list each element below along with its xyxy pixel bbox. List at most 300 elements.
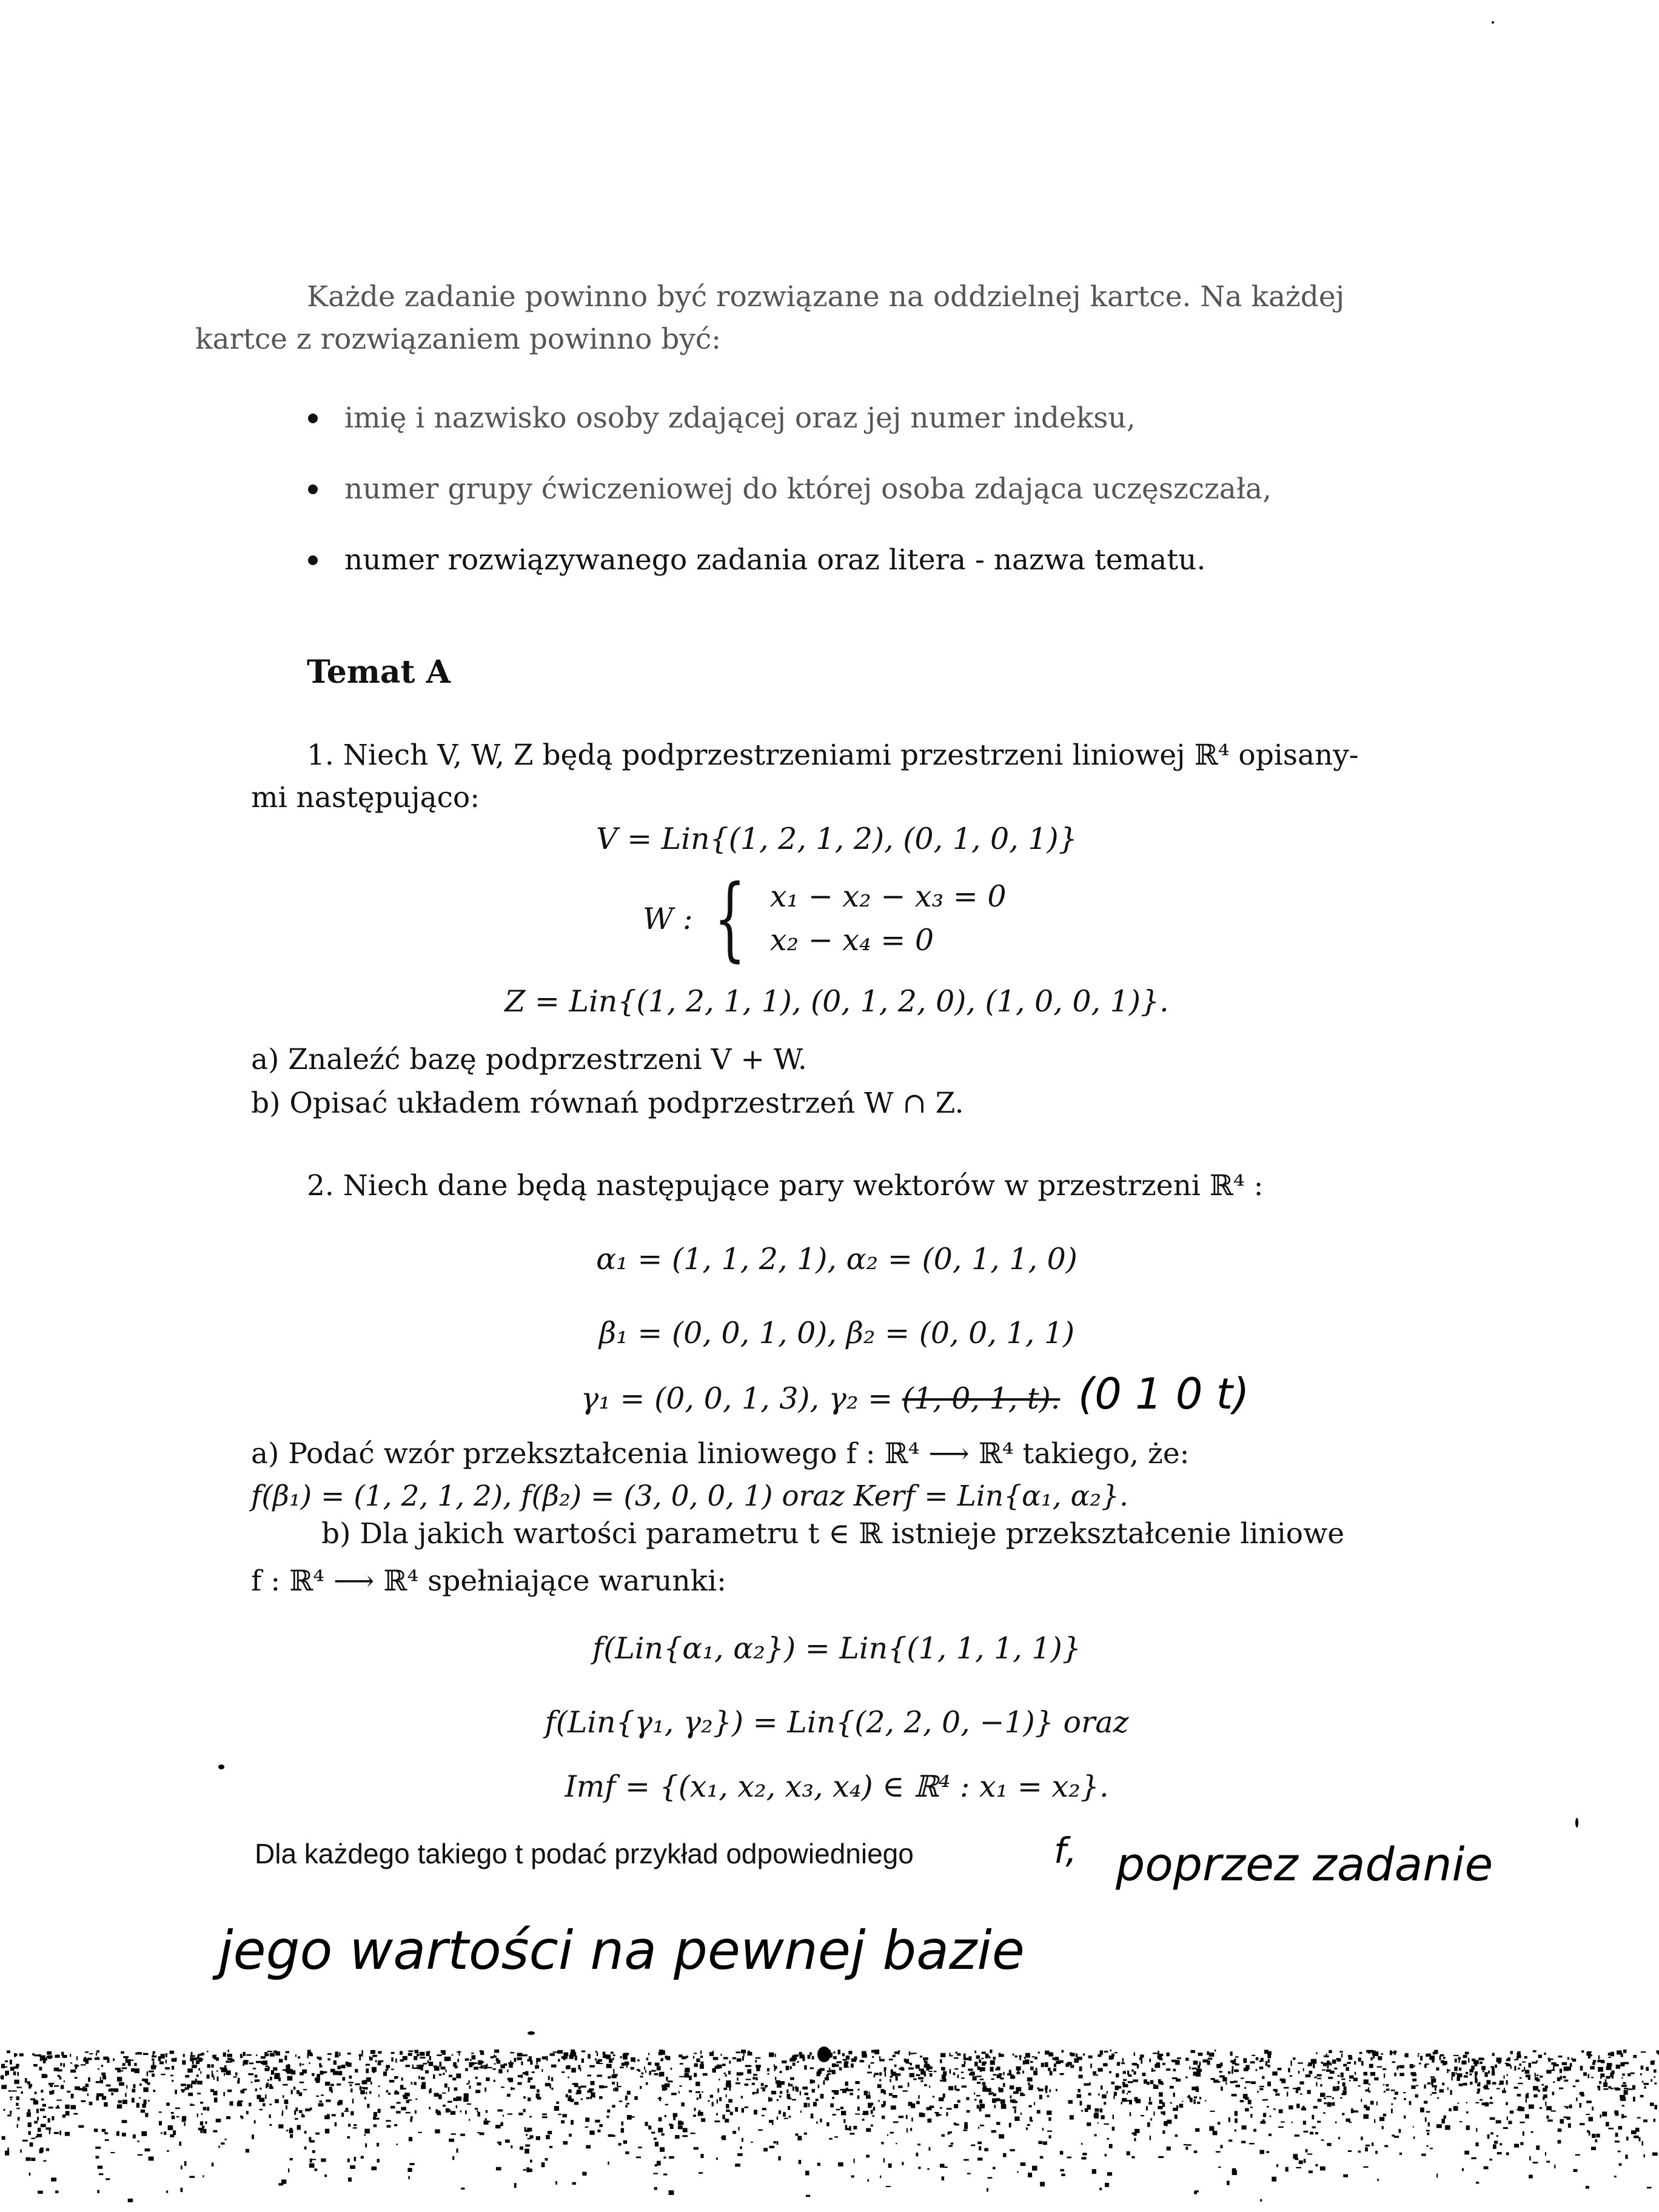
noise-dot <box>974 2099 977 2101</box>
noise-dot <box>695 2082 700 2086</box>
noise-dot <box>1041 2063 1044 2067</box>
noise-dot <box>283 2070 284 2071</box>
noise-dot <box>1608 2086 1611 2088</box>
noise-dot <box>853 2126 857 2130</box>
noise-dot <box>1304 2131 1309 2133</box>
noise-dot <box>1295 2134 1300 2137</box>
noise-dot <box>872 2115 874 2117</box>
noise-dot <box>30 2099 36 2100</box>
noise-dot <box>16 2086 21 2088</box>
noise-dot <box>756 2077 758 2080</box>
noise-dot <box>879 2079 881 2081</box>
noise-dot <box>70 2070 76 2073</box>
noise-dot <box>166 2103 170 2106</box>
noise-dot <box>896 2143 897 2144</box>
noise-dot <box>723 2073 726 2074</box>
noise-dot <box>149 2071 154 2073</box>
noise-dot <box>1525 2114 1529 2119</box>
noise-dot <box>880 2089 884 2093</box>
noise-dot <box>1593 2060 1596 2062</box>
noise-dot <box>41 2090 43 2093</box>
noise-dot <box>509 2064 512 2068</box>
noise-dot <box>800 2111 802 2113</box>
noise-dot <box>202 2126 204 2128</box>
noise-dot <box>1624 2090 1628 2095</box>
noise-dot <box>871 2110 873 2114</box>
noise-dot <box>536 2136 540 2140</box>
noise-dot <box>1189 2099 1190 2100</box>
noise-dot <box>978 2127 979 2128</box>
task1-intro-cont: mi następująco: <box>251 781 480 814</box>
noise-dot <box>1245 2081 1250 2083</box>
noise-dot <box>350 2111 354 2116</box>
noise-dot <box>980 2079 984 2080</box>
noise-dot <box>176 2116 179 2117</box>
scan-speck <box>1575 1818 1578 1828</box>
noise-dot <box>1016 2072 1020 2074</box>
noise-dot <box>134 2068 139 2073</box>
noise-dot <box>1048 2068 1051 2071</box>
noise-dot <box>111 2093 113 2096</box>
noise-dot <box>886 2186 891 2187</box>
noise-dot <box>1575 2080 1579 2082</box>
noise-dot <box>812 2089 815 2093</box>
noise-dot <box>834 2136 838 2137</box>
noise-dot <box>1131 2070 1134 2072</box>
noise-dot <box>1609 2057 1611 2058</box>
noise-dot <box>475 2090 480 2094</box>
noise-dot <box>1329 2063 1332 2066</box>
noise-dot <box>1475 2079 1477 2083</box>
noise-dot <box>185 2075 189 2077</box>
noise-dot <box>752 2092 755 2094</box>
noise-dot <box>947 2112 948 2116</box>
noise-dot <box>469 2085 471 2089</box>
noise-dot <box>2 2136 5 2140</box>
noise-dot <box>421 2077 424 2080</box>
noise-dot <box>227 2058 232 2060</box>
noise-dot <box>1431 2079 1436 2083</box>
noise-dot <box>433 2074 435 2079</box>
task2-condition-1: f(Lin{α₁, α₂}) = Lin{(1, 1, 1, 1)} <box>592 1631 1081 1666</box>
noise-dot <box>1189 2066 1190 2070</box>
noise-dot <box>1222 2077 1227 2082</box>
noise-dot <box>207 2051 209 2052</box>
noise-dot <box>1413 2127 1414 2128</box>
noise-dot <box>659 2097 661 2101</box>
noise-dot <box>1218 2081 1220 2083</box>
noise-dot <box>1403 2092 1406 2093</box>
noise-dot <box>55 2055 59 2058</box>
noise-dot <box>1562 2062 1567 2065</box>
noise-dot <box>1520 2122 1525 2123</box>
noise-dot <box>1166 2068 1170 2071</box>
scan-speck <box>1492 21 1494 24</box>
noise-dot <box>335 2054 338 2057</box>
noise-dot <box>910 2128 912 2131</box>
noise-dot <box>1259 2088 1263 2091</box>
noise-dot <box>525 2127 526 2132</box>
noise-dot <box>1328 2077 1333 2079</box>
noise-dot <box>1065 2063 1069 2067</box>
noise-dot <box>255 2075 258 2078</box>
noise-dot <box>1627 2073 1631 2076</box>
noise-dot <box>1606 2076 1610 2079</box>
noise-dot <box>237 2081 240 2084</box>
noise-dot <box>1600 2114 1601 2117</box>
noise-dot <box>1123 2079 1127 2081</box>
noise-dot <box>1054 2057 1059 2060</box>
noise-dot <box>452 2078 456 2081</box>
noise-dot <box>1101 2115 1105 2119</box>
noise-dot <box>1592 2134 1596 2138</box>
noise-dot <box>1587 2130 1589 2133</box>
noise-dot <box>546 2135 550 2139</box>
noise-dot <box>663 2088 668 2090</box>
noise-dot <box>55 2191 58 2194</box>
noise-dot <box>1575 2154 1580 2156</box>
noise-dot <box>135 2053 136 2054</box>
noise-dot <box>1014 2109 1016 2114</box>
noise-dot <box>187 2084 190 2088</box>
rule-item: imię i nazwisko osoby zdającej oraz jej numer indeksu, <box>303 388 1272 459</box>
noise-dot <box>1638 2137 1640 2142</box>
noise-dot <box>275 2099 279 2103</box>
noise-dot <box>619 2100 622 2102</box>
noise-dot <box>1263 2113 1266 2117</box>
noise-dot <box>1017 2171 1019 2173</box>
noise-dot <box>911 2117 913 2122</box>
noise-dot <box>1420 2108 1424 2113</box>
noise-dot <box>1096 2074 1098 2076</box>
noise-dot <box>142 2079 145 2081</box>
noise-dot <box>1 2085 6 2089</box>
noise-dot <box>836 2109 840 2111</box>
noise-dot <box>309 2062 310 2064</box>
bullet-icon <box>308 414 318 423</box>
noise-dot <box>625 2097 627 2100</box>
noise-dot <box>137 2052 142 2054</box>
noise-dot <box>1514 2066 1516 2071</box>
noise-dot <box>888 2163 892 2168</box>
noise-dot <box>788 2106 790 2110</box>
noise-dot <box>377 2159 380 2162</box>
noise-dot <box>725 2074 727 2077</box>
noise-dot <box>275 2051 280 2056</box>
noise-dot <box>1048 2053 1053 2057</box>
noise-dot <box>480 2051 484 2055</box>
noise-dot <box>1455 2059 1457 2062</box>
noise-dot <box>1267 2051 1272 2055</box>
noise-dot <box>965 2127 968 2129</box>
noise-dot <box>784 2118 788 2119</box>
noise-dot <box>913 2079 916 2080</box>
noise-dot <box>327 2053 332 2055</box>
noise-dot <box>386 2120 391 2122</box>
noise-dot <box>1506 2102 1508 2105</box>
noise-dot <box>1039 2095 1042 2099</box>
noise-dot <box>1056 2061 1061 2064</box>
noise-dot <box>119 2082 124 2086</box>
noise-dot <box>1475 2142 1478 2146</box>
noise-dot <box>312 2159 316 2160</box>
noise-dot <box>126 2059 131 2063</box>
noise-dot <box>1413 2136 1415 2139</box>
noise-dot <box>1447 2069 1448 2073</box>
task2-part-a-1: a) Podać wzór przekształcenia liniowego f : ℝ⁴ ⟶ ℝ⁴ takiego, że: <box>251 1437 1190 1470</box>
noise-dot <box>1304 2159 1306 2163</box>
noise-dot <box>805 2093 809 2095</box>
noise-dot <box>179 2142 181 2146</box>
noise-dot <box>558 2114 561 2115</box>
noise-dot <box>1195 2190 1199 2192</box>
noise-dot <box>608 2065 610 2066</box>
noise-dot <box>1610 2073 1614 2077</box>
noise-dot <box>1079 2066 1082 2071</box>
noise-dot <box>964 2159 969 2161</box>
noise-dot <box>1432 2060 1434 2062</box>
noise-dot <box>1098 2122 1099 2123</box>
noise-dot <box>999 2053 1001 2057</box>
noise-dot <box>4 2109 5 2111</box>
noise-dot <box>182 2116 186 2121</box>
noise-dot <box>1150 2136 1151 2140</box>
noise-dot <box>1309 2071 1313 2074</box>
noise-dot <box>756 2065 761 2067</box>
noise-dot <box>1618 2151 1621 2153</box>
noise-dot <box>1109 2144 1113 2148</box>
noise-dot <box>347 2159 350 2162</box>
noise-dot <box>1026 2128 1028 2130</box>
noise-dot <box>545 2083 550 2086</box>
noise-dot <box>122 2100 127 2104</box>
noise-dot <box>64 2080 65 2082</box>
noise-dot <box>41 2124 46 2127</box>
noise-dot <box>46 2148 49 2151</box>
noise-dot <box>694 2073 697 2077</box>
noise-dot <box>1466 2102 1467 2103</box>
noise-dot <box>894 2065 897 2067</box>
noise-dot <box>1307 2154 1312 2155</box>
noise-dot <box>994 2105 996 2108</box>
noise-dot <box>909 2062 910 2064</box>
noise-dot <box>816 2099 819 2101</box>
noise-dot <box>1034 2102 1035 2105</box>
noise-dot <box>144 2100 147 2105</box>
noise-dot <box>1384 2091 1386 2093</box>
noise-dot <box>201 2059 204 2060</box>
noise-dot <box>51 2177 56 2181</box>
noise-dot <box>1496 2088 1500 2090</box>
noise-dot <box>1218 2167 1221 2168</box>
noise-dot <box>181 2089 185 2091</box>
noise-dot <box>337 2102 340 2105</box>
noise-dot <box>530 2085 535 2089</box>
noise-dot <box>723 2088 727 2090</box>
noise-dot <box>1614 2110 1618 2114</box>
noise-dot <box>1207 2060 1210 2065</box>
noise-dot <box>1094 2114 1099 2118</box>
noise-dot <box>240 2056 243 2057</box>
noise-dot <box>1418 2053 1419 2054</box>
noise-dot <box>1342 2113 1344 2116</box>
noise-dot <box>101 2073 106 2076</box>
noise-dot <box>868 2179 870 2182</box>
noise-dot <box>284 2100 289 2104</box>
noise-dot <box>1444 2116 1446 2119</box>
noise-dot <box>378 2094 380 2097</box>
noise-dot <box>360 2090 365 2094</box>
noise-dot <box>796 2133 799 2136</box>
noise-dot <box>1391 2103 1393 2105</box>
noise-dot <box>608 2162 609 2165</box>
noise-dot <box>403 2097 407 2099</box>
noise-dot <box>31 2158 35 2161</box>
noise-dot <box>622 2122 624 2126</box>
noise-dot <box>726 2080 731 2084</box>
noise-dot <box>1409 2101 1412 2105</box>
noise-dot <box>941 2067 945 2071</box>
noise-dot <box>1526 2099 1527 2103</box>
noise-dot <box>1250 2061 1254 2062</box>
noise-dot <box>1490 2066 1494 2068</box>
noise-dot <box>794 2054 799 2057</box>
noise-dot <box>1305 2149 1308 2152</box>
noise-dot <box>1077 2094 1082 2098</box>
noise-dot <box>354 2124 357 2126</box>
noise-dot <box>1198 2053 1203 2056</box>
noise-dot <box>413 2068 418 2069</box>
noise-dot <box>571 2068 576 2073</box>
noise-dot <box>521 2074 522 2078</box>
noise-dot <box>1365 2147 1368 2151</box>
noise-dot <box>484 2088 486 2092</box>
noise-dot <box>40 2058 42 2061</box>
noise-dot <box>1490 2133 1493 2135</box>
noise-dot <box>1234 2059 1236 2060</box>
noise-dot <box>1340 2097 1342 2099</box>
noise-dot <box>102 2129 106 2132</box>
noise-dot <box>838 2162 843 2167</box>
noise-dot <box>1220 2145 1222 2148</box>
noise-dot <box>1100 2050 1103 2054</box>
noise-dot <box>841 2111 846 2115</box>
noise-dot <box>649 2071 651 2075</box>
noise-dot <box>119 2070 124 2071</box>
noise-dot <box>843 2119 845 2123</box>
noise-dot <box>427 2060 429 2063</box>
noise-dot <box>1370 2101 1374 2105</box>
noise-dot <box>231 2101 233 2104</box>
noise-dot <box>866 2128 871 2132</box>
noise-dot <box>1608 2128 1614 2130</box>
noise-dot <box>695 2091 700 2093</box>
noise-dot <box>1252 2055 1255 2056</box>
noise-dot <box>738 2073 743 2076</box>
noise-dot <box>530 2160 532 2163</box>
noise-dot <box>1568 2123 1571 2128</box>
noise-dot <box>708 2100 709 2102</box>
noise-dot <box>255 2080 256 2082</box>
noise-dot <box>636 2157 641 2159</box>
noise-dot <box>920 2071 925 2074</box>
noise-dot <box>1024 2057 1026 2059</box>
noise-dot <box>1162 2102 1165 2107</box>
noise-dot <box>1469 2073 1472 2075</box>
noise-dot <box>666 2056 671 2060</box>
noise-dot <box>528 2080 531 2082</box>
noise-dot <box>1643 2119 1647 2122</box>
noise-dot <box>300 2082 304 2083</box>
noise-dot <box>699 2172 703 2174</box>
noise-dot <box>868 2092 870 2096</box>
noise-dot <box>1494 2141 1498 2144</box>
noise-dot <box>182 2060 186 2065</box>
noise-dot <box>394 2124 397 2127</box>
noise-dot <box>585 2127 589 2128</box>
noise-dot <box>880 2176 881 2178</box>
noise-dot <box>832 2063 836 2067</box>
noise-dot <box>1109 2056 1111 2060</box>
noise-dot <box>603 2052 606 2054</box>
noise-dot <box>1447 2087 1449 2090</box>
noise-dot <box>371 2167 377 2170</box>
noise-dot <box>696 2059 700 2062</box>
noise-dot <box>789 2116 791 2117</box>
noise-dot <box>1506 2080 1508 2085</box>
noise-dot <box>461 2188 464 2190</box>
intro-line-2: kartce z rozwiązaniem powinno być: <box>195 323 722 356</box>
noise-dot <box>36 2109 39 2113</box>
noise-dot <box>627 2115 632 2120</box>
noise-dot <box>125 2093 126 2097</box>
noise-dot <box>1366 2145 1370 2147</box>
noise-dot <box>293 2086 295 2090</box>
noise-dot <box>792 2099 796 2101</box>
noise-dot <box>1394 2051 1397 2053</box>
noise-dot <box>207 2107 209 2111</box>
noise-dot <box>728 2071 731 2074</box>
noise-dot <box>1496 2135 1498 2137</box>
noise-dot <box>811 2117 814 2118</box>
noise-dot <box>355 2069 358 2073</box>
noise-dot <box>640 2076 643 2077</box>
noise-dot <box>669 2156 674 2159</box>
noise-dot <box>484 2120 489 2125</box>
noise-dot <box>967 2173 971 2174</box>
noise-dot <box>1646 2067 1649 2071</box>
noise-dot <box>407 2168 412 2172</box>
noise-dot <box>1623 2062 1629 2065</box>
noise-dot <box>521 2062 523 2065</box>
noise-dot <box>479 2067 483 2068</box>
noise-dot <box>245 2060 249 2062</box>
noise-dot <box>374 2112 377 2117</box>
W-equation-2: x₂ − x₄ = 0 <box>769 923 934 957</box>
noise-dot <box>1105 2154 1107 2156</box>
noise-dot <box>979 2099 982 2103</box>
noise-dot <box>1466 2072 1469 2074</box>
noise-dot <box>5 2085 7 2089</box>
noise-dot <box>1193 2099 1195 2104</box>
noise-dot <box>717 2065 722 2068</box>
noise-dot <box>253 2068 256 2069</box>
noise-dot <box>1363 2167 1368 2168</box>
noise-dot <box>1094 2134 1097 2137</box>
noise-dot <box>1589 2117 1594 2121</box>
noise-dot <box>97 2190 99 2193</box>
noise-dot <box>1481 2058 1484 2060</box>
